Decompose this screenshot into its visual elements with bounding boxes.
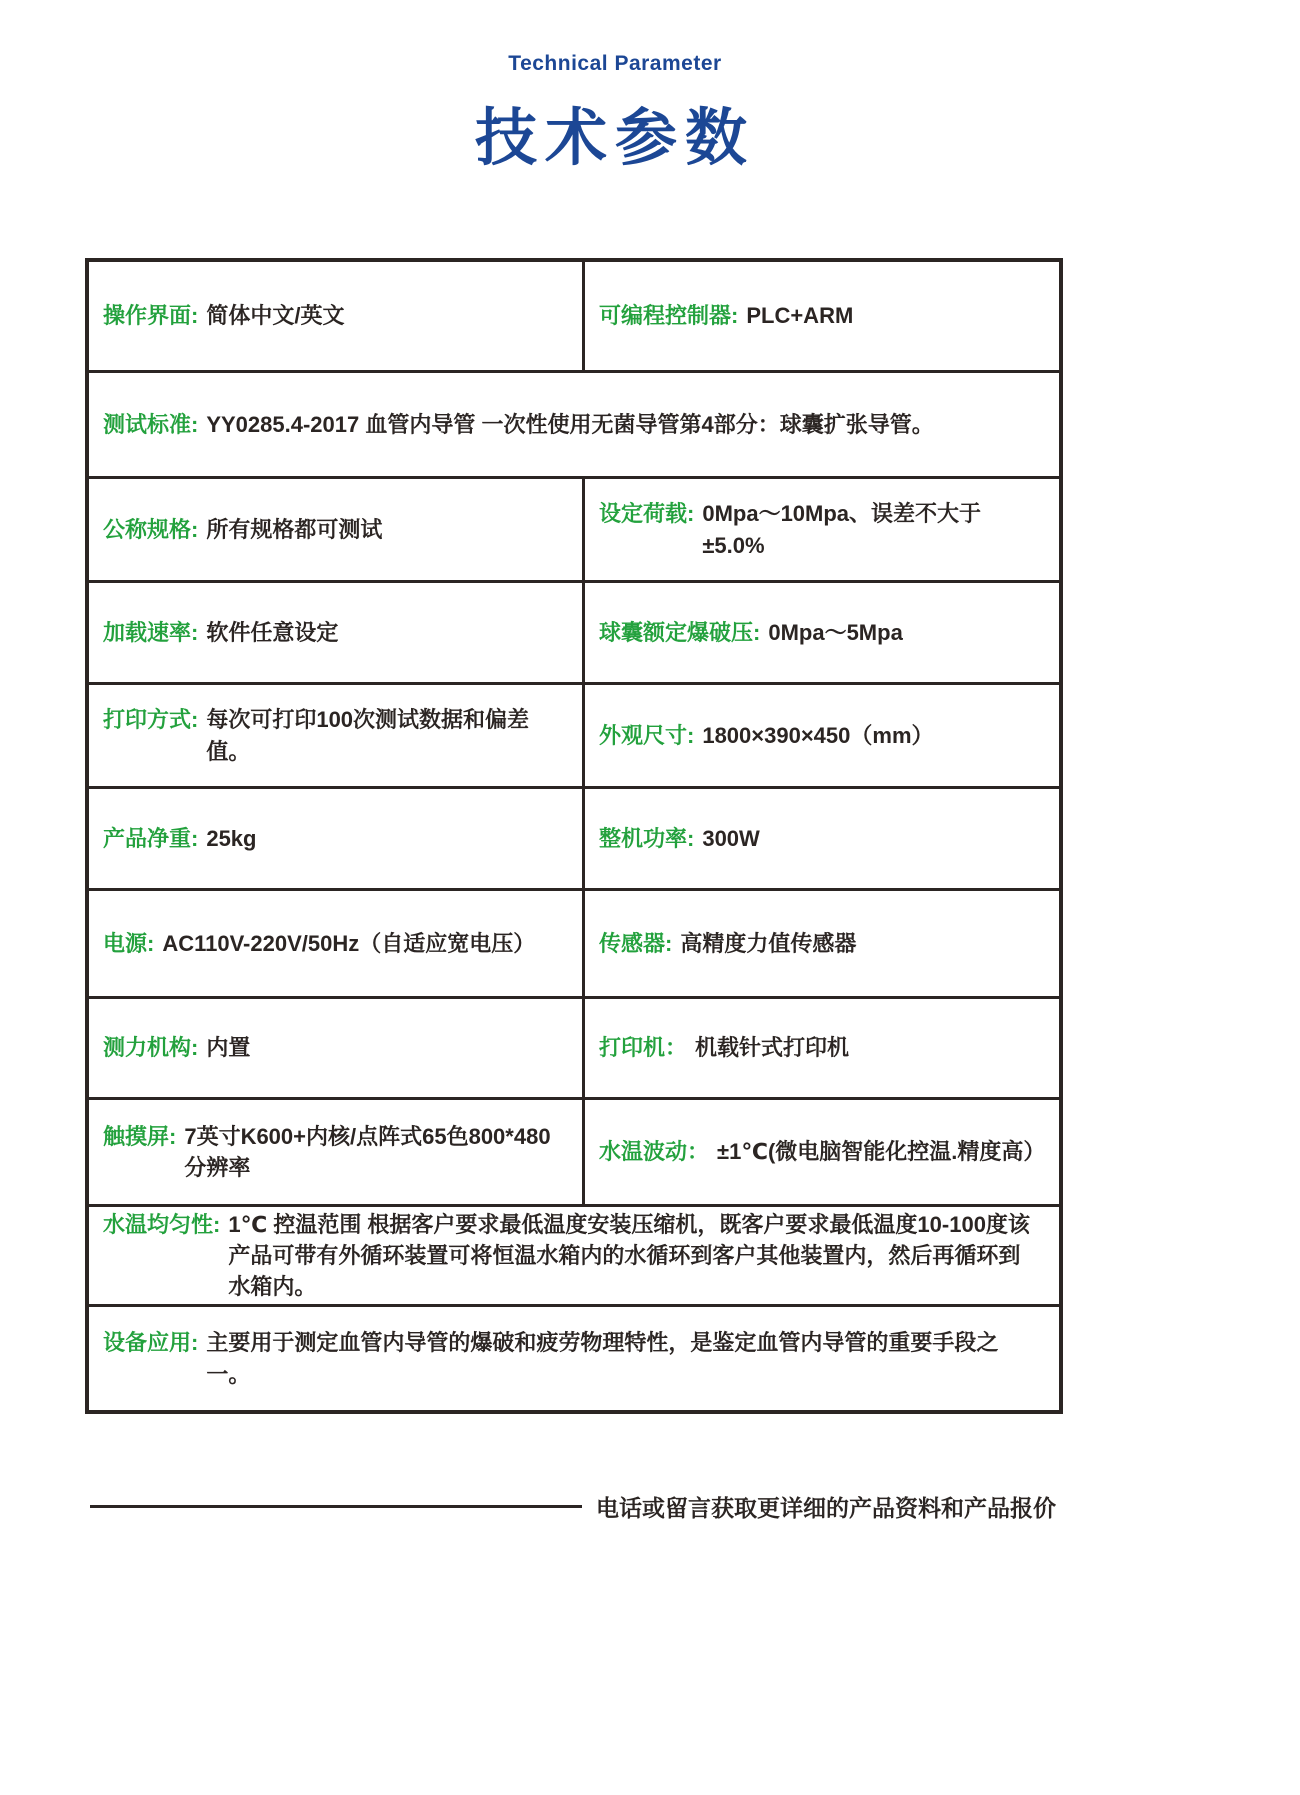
param-label: 外观尺寸: bbox=[599, 722, 695, 748]
param-value: 主要用于测定血管内导管的爆破和疲劳物理特性，是鉴定血管内导管的重要手段之一。 bbox=[206, 1330, 999, 1387]
cell-test-standard bbox=[89, 373, 1059, 476]
cell-force-mechanism bbox=[89, 999, 585, 1097]
cell-set-load bbox=[585, 479, 1059, 580]
param-value: YY0285.4-2017 血管内导管 一次性使用无菌导管第4部分：球囊扩张导管。 bbox=[206, 411, 934, 437]
cell-print-mode bbox=[89, 685, 585, 786]
table-row bbox=[89, 789, 1059, 891]
header-subtitle: Technical Parameter bbox=[508, 52, 722, 75]
param-label: 球囊额定爆破压: bbox=[599, 619, 761, 645]
param-value: 简体中文/英文 bbox=[206, 303, 345, 329]
table-row bbox=[89, 583, 1059, 685]
param-value: 7英寸K600+内核/点阵式65色800*480分辨率 bbox=[184, 1123, 551, 1180]
cell-loading-rate bbox=[89, 583, 585, 682]
param-value: AC110V-220V/50Hz（自适应宽电压） bbox=[162, 930, 536, 956]
param-value: ±1℃(微电脑智能化控温.精度高） bbox=[717, 1139, 1046, 1165]
param-label: 打印机： bbox=[599, 1035, 688, 1061]
cell-water-temp-fluctuation bbox=[585, 1100, 1059, 1204]
param-label: 加载速率: bbox=[103, 619, 199, 645]
table-row bbox=[89, 1100, 1059, 1207]
table-row bbox=[89, 479, 1059, 583]
cell-equipment-application bbox=[89, 1307, 1059, 1410]
param-value: 高精度力值传感器 bbox=[680, 930, 857, 956]
param-label: 可编程控制器: bbox=[599, 303, 739, 329]
param-value: 1℃ 控温范围 根据客户要求最低温度安装压缩机，既客户要求最低温度10-100度该产品可带有外循环装置可将恒温水箱内的水循环到客户其他装置内，然后再循环到水箱内。 bbox=[228, 1211, 1030, 1300]
table-row bbox=[89, 1307, 1059, 1410]
table-row bbox=[89, 1207, 1059, 1307]
param-label: 水温均匀性: bbox=[103, 1211, 221, 1237]
param-value: 所有规格都可测试 bbox=[206, 516, 383, 542]
param-value: PLC+ARM bbox=[746, 303, 854, 329]
param-label: 电源: bbox=[103, 930, 155, 956]
param-label: 测力机构: bbox=[103, 1035, 199, 1061]
cell-water-temp-uniformity bbox=[89, 1207, 1059, 1304]
cell-total-power bbox=[585, 789, 1059, 888]
param-label: 测试标准: bbox=[103, 411, 199, 437]
param-value: 25kg bbox=[206, 825, 257, 851]
table-row bbox=[89, 373, 1059, 479]
page-title: 技术参数 bbox=[474, 104, 755, 173]
footer bbox=[90, 1490, 1065, 1523]
page-header bbox=[0, 52, 1230, 177]
table-row bbox=[89, 262, 1059, 373]
param-label: 水温波动： bbox=[599, 1139, 710, 1165]
param-label: 产品净重: bbox=[103, 825, 199, 851]
param-value: 每次可打印100次测试数据和偏差值。 bbox=[206, 707, 530, 764]
cell-touchscreen bbox=[89, 1100, 585, 1204]
table-row bbox=[89, 891, 1059, 999]
param-label: 打印方式: bbox=[103, 707, 199, 733]
table-row bbox=[89, 685, 1059, 789]
param-value: 内置 bbox=[206, 1035, 251, 1061]
param-label: 公称规格: bbox=[103, 516, 199, 542]
footer-note: 电话或留言获取更详细的产品资料和产品报价 bbox=[596, 1495, 1056, 1521]
param-value: 300W bbox=[702, 825, 760, 851]
cell-dimensions bbox=[585, 685, 1059, 786]
cell-net-weight bbox=[89, 789, 585, 888]
param-value: 软件任意设定 bbox=[206, 619, 339, 645]
param-value: 1800×390×450（mm） bbox=[702, 722, 934, 748]
cell-programmable-controller bbox=[585, 262, 1059, 370]
param-label: 设备应用: bbox=[103, 1330, 199, 1356]
param-label: 设定荷载: bbox=[599, 501, 695, 527]
table-row bbox=[89, 999, 1059, 1100]
cell-balloon-rated-burst-pressure bbox=[585, 583, 1059, 682]
cell-operation-interface bbox=[89, 262, 585, 370]
param-value: 0Mpa～10Mpa、误差不大于±5.0% bbox=[702, 501, 982, 558]
cell-power-supply bbox=[89, 891, 585, 996]
spec-table bbox=[85, 258, 1063, 1414]
footer-divider-line bbox=[90, 1505, 582, 1508]
cell-printer bbox=[585, 999, 1059, 1097]
param-value: 机载针式打印机 bbox=[695, 1035, 850, 1061]
cell-sensor bbox=[585, 891, 1059, 996]
param-label: 传感器: bbox=[599, 930, 673, 956]
param-label: 整机功率: bbox=[599, 825, 695, 851]
param-value: 0Mpa～5Mpa bbox=[768, 619, 903, 645]
param-label: 触摸屏: bbox=[103, 1123, 177, 1149]
cell-nominal-spec bbox=[89, 479, 585, 580]
param-label: 操作界面: bbox=[103, 303, 199, 329]
